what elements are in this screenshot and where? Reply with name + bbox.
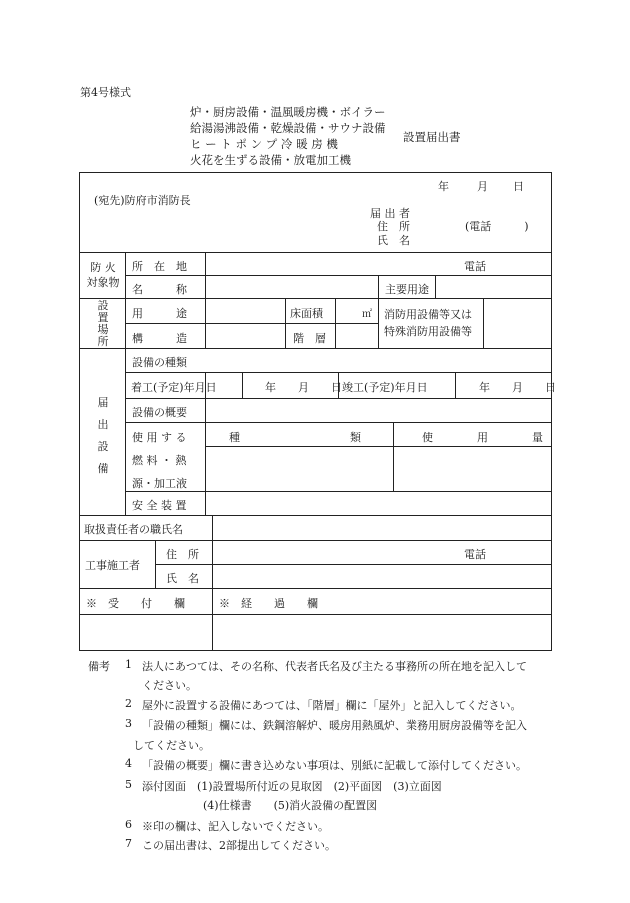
start-date-label: 着工(予定)年月日 [131, 381, 217, 394]
equipment-line: 炉・厨房設備・温風暖房機・ボイラー [190, 105, 386, 119]
notifier-phone-label: (電話 ) [465, 220, 529, 233]
note-number: 5 [125, 778, 132, 791]
note-text: 「設備の種類」欄には、鉄鋼溶解炉、暖房用熱風炉、業務用厨房設備等を記入 [142, 719, 527, 732]
kind-column-header: 種 類 [229, 431, 361, 444]
contractor-label: 工事施工者 [85, 559, 140, 572]
fuel-label-2: 燃 料 ・ 熱 [132, 454, 187, 467]
note-text: 添付図面 (1)設置場所付近の見取図 (2)平面図 (3)立面図 [142, 780, 442, 793]
date-year: 年 [438, 180, 449, 193]
equipment-type-label: 設備の種類 [132, 356, 187, 369]
equipment-list [190, 104, 390, 168]
contractor-phone-label: 電話 [464, 548, 486, 561]
fuel-label-1: 使 用 す る [132, 431, 187, 444]
note-number: 4 [125, 757, 132, 770]
target-name-label: 名 称 [132, 283, 187, 296]
main-use-label: 主要用途 [385, 283, 429, 296]
notifier-label: 届 出 者 [370, 207, 410, 220]
contractor-address-label: 住 所 [166, 548, 199, 561]
floor-label: 階 層 [293, 332, 326, 345]
notified-equipment-label: 届出設備 [97, 396, 109, 475]
equipment-line: ヒ ー ト ポ ン プ 冷 暖 房 機 [190, 137, 338, 151]
fire-equipment-label-1: 消防用設備等又は [384, 308, 472, 321]
fire-equipment-label-2: 特殊消防用設備等 [384, 325, 472, 338]
note-text: 法人にあつては、その名称、代表者氏名及び主たる事務所の所在地を記入して [142, 660, 527, 673]
equipment-line: 火花を生ずる設備・放電加工機 [190, 153, 351, 167]
structure-label: 構 造 [132, 332, 187, 345]
date-day: 日 [513, 180, 524, 193]
note-text-continued: (4)仕様書 (5)消火設備の配置図 [203, 799, 378, 812]
reception-label: ※ 受 付 欄 [86, 597, 185, 610]
note-text: 屋外に設置する設備にあつては、「階層」欄に「屋外」と記入してください。 [142, 699, 522, 712]
fuel-label-3: 源・加工液 [132, 477, 187, 490]
note-number: 3 [125, 717, 132, 730]
target-object-label: 防 火 対象物 [86, 261, 120, 289]
addressee: (宛先)防府市消防長 [94, 194, 191, 207]
equipment-overview-label: 設備の概要 [132, 406, 187, 419]
usage-amount-column-header: 使 用 量 [422, 431, 543, 444]
note-text-continued: してください。 [133, 739, 210, 752]
manager-label: 取扱責任者の職氏名 [84, 523, 183, 536]
installation-place-label: 設置場所 [97, 299, 109, 348]
notifier-name-label: 氏 名 [377, 234, 410, 247]
contractor-name-label: 氏 名 [166, 572, 199, 585]
note-text: この届出書は、2部提出してください。 [142, 839, 336, 852]
note-text: ※印の欄は、記入しないでください。 [142, 820, 329, 833]
form-number: 第4号様式 [80, 86, 131, 99]
target-phone-label: 電話 [464, 260, 486, 273]
note-number: 7 [125, 837, 132, 850]
note-text-continued: ください。 [142, 679, 197, 692]
safety-device-label: 安 全 装 置 [132, 499, 187, 512]
note-number: 1 [125, 658, 132, 671]
square-meter-unit: ㎡ [362, 309, 372, 320]
progress-label: ※ 経 過 欄 [219, 597, 318, 610]
date-month: 月 [477, 180, 488, 193]
note-text: 「設備の概要」欄に書き込めない事項は、別紙に記載して添付してください。 [142, 759, 527, 772]
equipment-line: 給湯湯沸設備・乾燥設備・サウナ設備 [190, 121, 386, 135]
completion-date-label: 竣工(予定)年月日 [342, 381, 428, 394]
completion-date-ymd: 年 月 日 [479, 381, 556, 394]
note-number: 6 [125, 818, 132, 831]
location-label: 所 在 地 [132, 260, 187, 273]
use-label: 用 途 [132, 307, 187, 320]
notifier-address-label: 住 所 [377, 220, 410, 233]
floor-area-label: 床面積 [290, 307, 323, 320]
notes-heading: 備考 [88, 660, 110, 673]
note-number: 2 [125, 697, 132, 710]
start-date-ymd: 年 月 日 [265, 381, 342, 394]
form-title-suffix: 設置届出書 [403, 130, 461, 144]
